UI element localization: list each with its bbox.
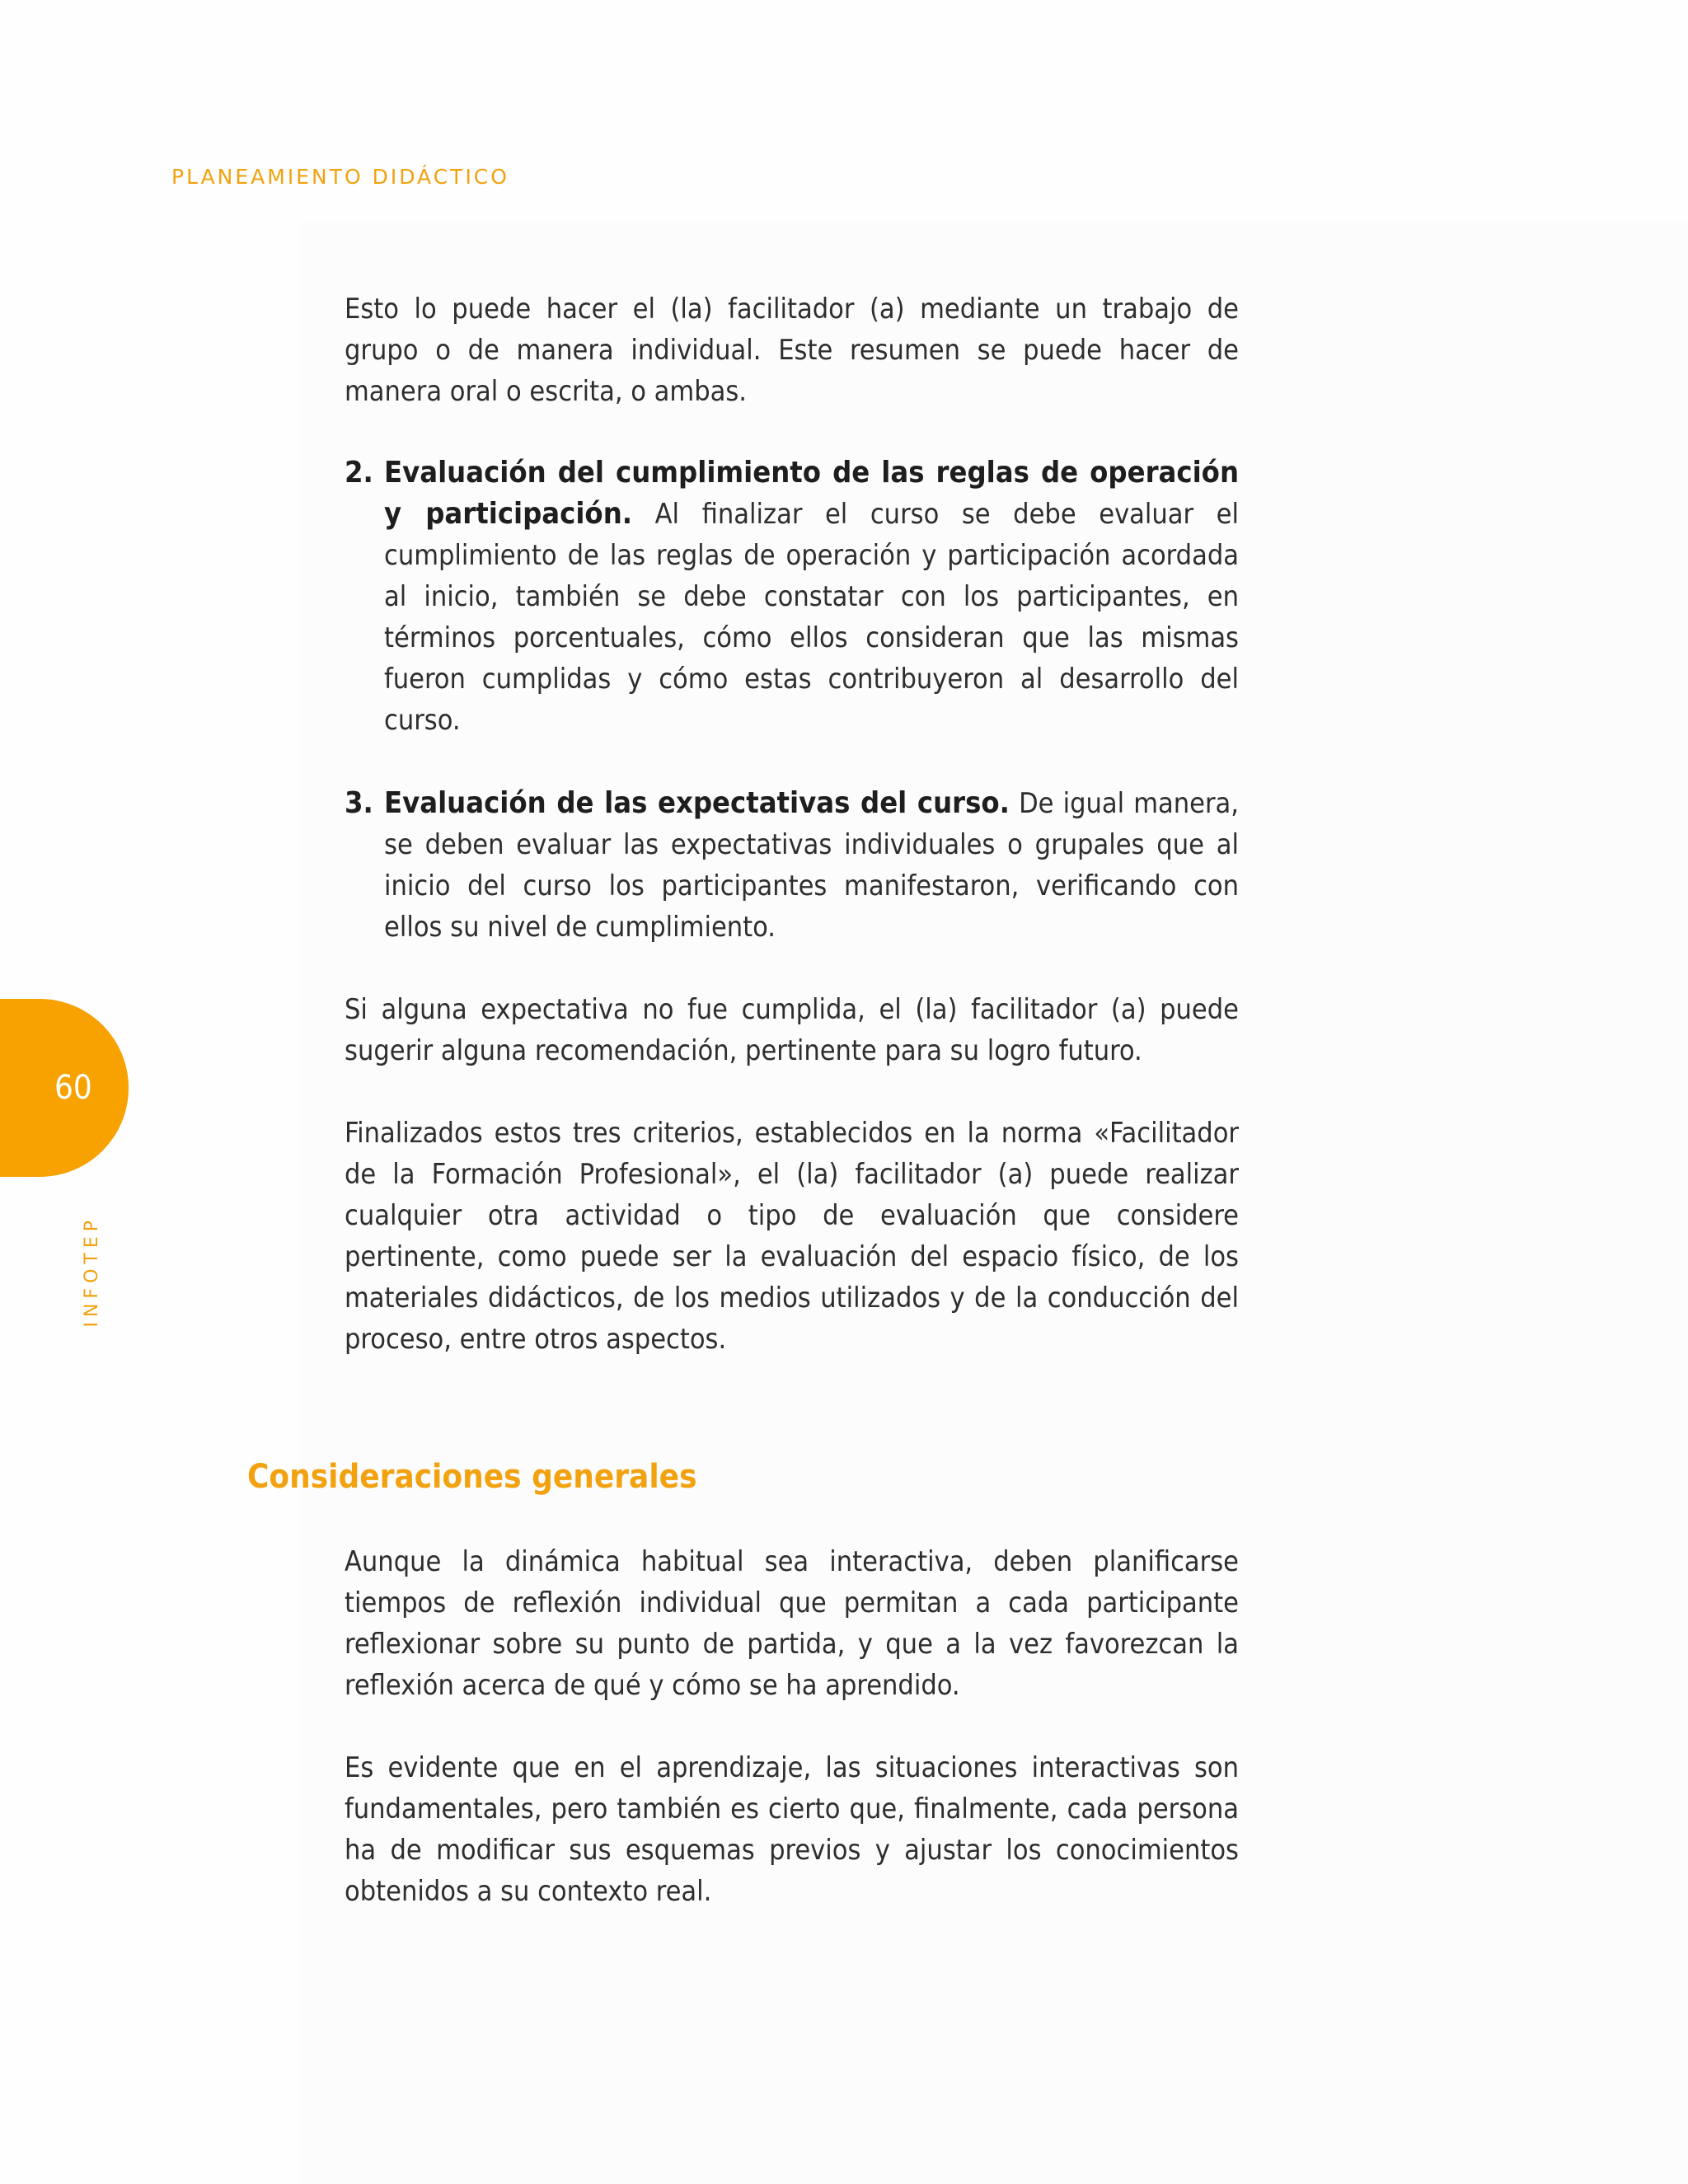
evidente-paragraph: Es evidente que en el aprendizaje, las situaciones interactivas son fundamentales, pero también es cierto que, finalmente, cada persona ha de modificar sus esquemas previos y ajustar los conocimientos obtenidos a su contexto real.	[345, 1751, 1239, 1908]
item-body	[384, 783, 1239, 948]
side-label: INFOTEP	[82, 1216, 102, 1328]
item-text: De igual manera, se deben evaluar las expectativas individuales o grupales que al inicio del curso los participantes manifestaron, verificando con ellos su nivel de cumplimiento.	[384, 787, 1239, 944]
item-body	[384, 452, 1239, 741]
item-text: Al finalizar el curso se debe evaluar el cumplimiento de las reglas de operación y participación acordada al inicio, también se debe constatar con los participantes, en términos porcentuales, cómo ellos consideran que las mismas fueron cumplidas y cómo estas contribuyeron al desarrollo del curso.	[384, 498, 1239, 737]
item-number: 2.	[345, 456, 373, 490]
numbered-item-3	[345, 783, 1239, 948]
page-number: 60	[54, 1069, 92, 1107]
numbered-item-2	[345, 452, 1239, 741]
intro-paragraph: Esto lo puede hacer el (la) facilitador (a) mediante un trabajo de grupo o de manera individual. Este resumen se puede hacer de manera oral o escrita, o ambas.	[345, 293, 1239, 408]
expectativa-paragraph: Si alguna expectativa no fue cumplida, el (la) facilitador (a) puede sugerir alguna recomendación, pertinente para su logro futuro.	[345, 993, 1239, 1067]
aunque-paragraph: Aunque la dinámica habitual sea interactiva, deben planificarse tiempos de reflexión individual que permitan a cada participante reflexionar sobre su punto de partida, y que a la vez favorezcan la reflexión acerca de qué y cómo se ha aprendido.	[345, 1545, 1239, 1702]
item-number: 3.	[345, 786, 373, 820]
section-heading: Consideraciones generales	[247, 1458, 697, 1496]
finalizados-paragraph: Finalizados estos tres criterios, establecidos en la norma «Facilitador de la Formación Profesional», el (la) facilitador (a) puede realizar cualquier otra actividad o tipo de evaluación que considere pertinente, como puede ser la evaluación del espacio físico, de los materiales didácticos, de los medios utilizados y de la conducción del proceso, entre otros aspectos.	[345, 1117, 1239, 1356]
item-title: Evaluación de las expectativas del curso.	[384, 786, 1010, 820]
running-header: PLANEAMIENTO DIDÁCTICO	[171, 165, 509, 189]
item-title: Evaluación del cumplimiento de las reglas de operación y participación.	[384, 456, 1239, 531]
